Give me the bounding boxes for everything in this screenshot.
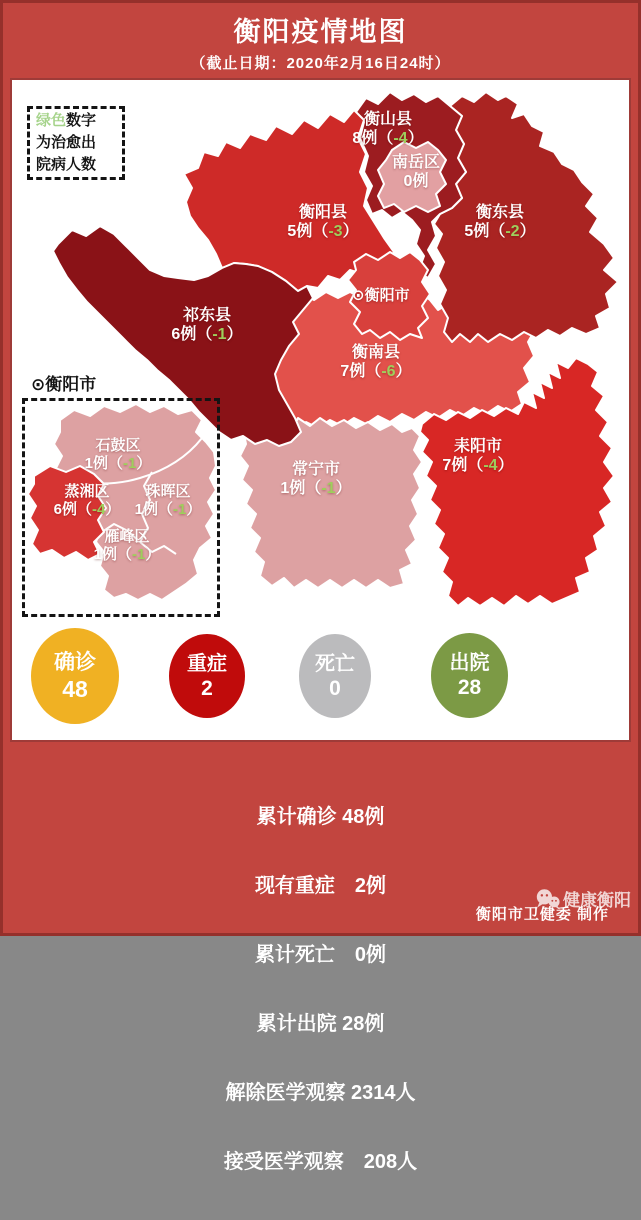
stat-severe: 重症 2	[169, 634, 245, 718]
legend-line-1: 绿色数字	[36, 112, 97, 129]
summary-line: 累计确诊 48例	[256, 806, 385, 828]
summary-line: 累计出院 28例	[256, 1013, 385, 1035]
summary-line: 接受医学观察 208人	[223, 1151, 418, 1173]
stat-confirmed: 确诊 48	[31, 628, 119, 724]
producer-credit: 衡阳市卫健委 制作	[475, 906, 609, 923]
region-label-hengdong: 衡东县 5例（-2）	[464, 204, 536, 240]
legend-line-3: 院病人数	[36, 156, 97, 173]
watermark-text: 健康衡阳	[563, 891, 631, 910]
summary-line: 解除医学观察 2314人	[225, 1082, 416, 1104]
region-label-qidong: 祁东县 6例（-1）	[171, 307, 243, 343]
district-label-zhuhui: 珠晖区 1例（-1）	[134, 483, 202, 518]
map-region-changning	[240, 418, 422, 588]
district-label-shigu: 石鼓区 1例（-1）	[84, 437, 152, 472]
region-label-hengshan: 衡山县 8例（-4）	[352, 111, 424, 147]
region-label-hengnan: 衡南县 7例（-6）	[340, 344, 412, 380]
legend-line-2: 为治愈出	[36, 134, 97, 151]
legend-box	[27, 106, 125, 180]
summary-block	[0, 760, 641, 1220]
region-label-leiyang: 耒阳市 7例（-4）	[442, 438, 514, 474]
region-label-changning: 常宁市 1例（-1）	[280, 461, 352, 497]
city-marker: ⊙衡阳市	[352, 287, 410, 304]
page-title: 衡阳疫情地图	[233, 17, 408, 47]
district-label-yanfeng: 雁峰区 1例（-1）	[93, 528, 161, 563]
stat-discharged: 出院 28	[431, 633, 508, 718]
region-label-hengyang-county: 衡阳县 5例（-3）	[287, 204, 359, 240]
region-label-nanyue: 南岳区 0例	[391, 154, 441, 190]
summary-line: 现有重症 2例	[254, 875, 387, 897]
stat-deaths: 死亡 0	[299, 634, 371, 718]
district-label-zhengxiang: 蒸湘区 6例（-4）	[53, 483, 121, 518]
summary-line: 累计死亡 0例	[254, 944, 387, 966]
page-subtitle: （截止日期：2020年2月16日24时）	[190, 55, 451, 72]
inset-title: ⊙衡阳市	[31, 375, 97, 394]
